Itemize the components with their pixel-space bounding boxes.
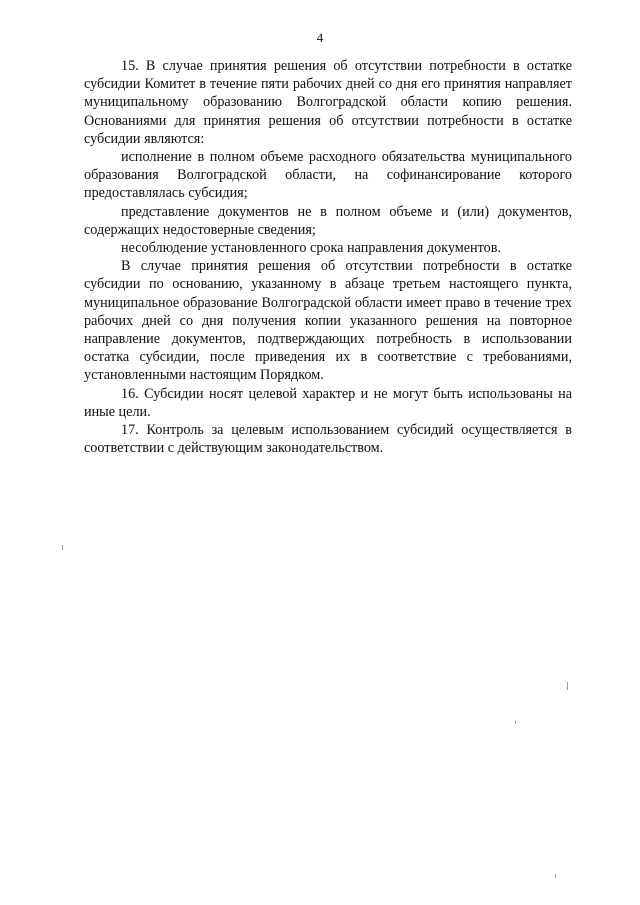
paragraph-17: 17. Контроль за целевым использованием субсидий осуществляется в соответствии с действующим законодательством.: [84, 422, 572, 457]
document-body: [84, 57, 572, 457]
paragraph-reason-deadline-violation: несоблюдение установленного срока направления документов.: [121, 240, 501, 257]
scan-speck: [555, 874, 556, 878]
scan-speck: [62, 545, 63, 550]
scan-speck: [567, 682, 568, 690]
paragraph-resubmission: В случае принятия решения об отсутствии потребности в остатке субсидии по основанию, указанному в абзаце третьем настоящего пункта, муниципальное образование Волгоградской области имеет право в течение трех рабочих дней со дня получения копии указанного решения на повторное направление документов, подтверждающих потребность в использовании остатка субсидии, после приведения их в соответствие с требованиями, установленными настоящим Порядком.: [84, 258, 572, 384]
paragraph-reason-full-execution: исполнение в полном объеме расходного обязательства муниципального образования Волгоградской области, на софинансирование которого предоставлялась субсидия;: [84, 149, 572, 202]
page-number: 4: [316, 30, 324, 45]
paragraph-reason-incomplete-documents: представление документов не в полном объеме и (или) документов, содержащих недостоверные сведения;: [84, 203, 572, 238]
paragraph-16: 16. Субсидии носят целевой характер и не могут быть использованы на иные цели.: [84, 385, 572, 420]
paragraph-15: 15. В случае принятия решения об отсутствии потребности в остатке субсидии Комитет в течение пяти рабочих дней со дня его принятия направляет муниципальному образованию Волгоградской области копию решения. Основаниями для принятия решения об отсутствии потребности в остатке субсидии являются:: [84, 58, 572, 147]
scan-speck: [515, 721, 516, 724]
